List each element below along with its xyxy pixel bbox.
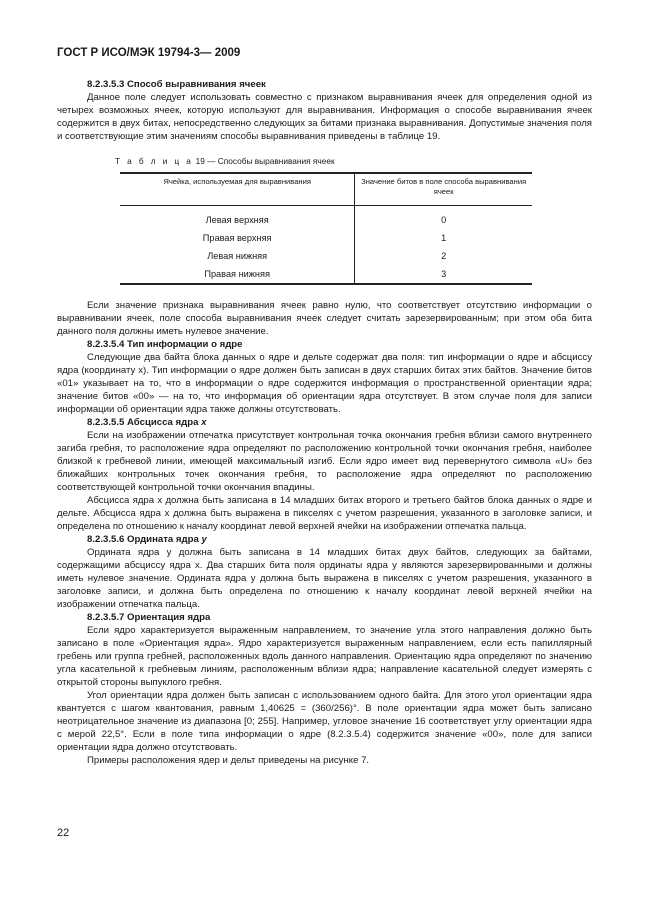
paragraph: Следующие два байта блока данных о ядре и дельте содержат два поля: тип информации о ядре и абсциссу ядра (координату x). Тип информации о ядре должен быть записан в двух старших битах этих байтов. Значение битов «01» указывает на то, что в информации о ядре содержится информация о пространственной ориентации ядра; значение битов «00» — на то, что информация об ориентации ядра отсутствует. В этом случае поля для записи информации об ориентации ядра также должны отсутствовать. — [57, 352, 592, 415]
paragraph: Абсцисса ядра x должна быть записана в 14 младших битах второго и третьего байтов блока данных о ядре и дельте. Абсцисса ядра x должна быть выражена в пикселях с учетом разрешения, указанного в заголовке записи, и определена по отношению к началу координат левой верхней ячейки на изображении отпечатка пальца. — [57, 495, 592, 532]
section-heading-variable: x — [201, 417, 207, 428]
paragraph: Ордината ядра y должна быть записана в 14 младших битах двух байтов, следующих за байтами, содержащими абсциссу ядра x. Два старших бита поля ординаты ядра y являются зарезервированными и должны иметь нулевое значение. Ордината ядра y должна быть выражена в пикселях с учетом разрешения, указанного в заголовке записи, и должна быть определена по отношению к началу координат левой верхней ячейки на изображении отпечатка пальца. — [57, 547, 592, 610]
table-caption-text: 19 — Способы выравнивания ячеек — [195, 156, 335, 166]
paragraph: Примеры расположения ядер и дельт приведены на рисунке 7. — [87, 755, 370, 766]
table-cell-value: 2 — [355, 247, 532, 265]
table-cell-name: Правая верхняя — [202, 233, 272, 243]
page-number: 22 — [57, 827, 70, 839]
table-header-value: Значение битов в поле способа выравнивания ячеек — [355, 173, 532, 206]
table-row — [120, 229, 532, 247]
section-heading — [57, 533, 592, 546]
table-cell-name: Правая нижняя — [120, 265, 355, 284]
table-cell-value: 1 — [355, 229, 532, 247]
paragraph: Если значение признака выравнивания ячеек равно нулю, что соответствует отсутствию информации о выравнивании ячеек, поле способа выравнивания ячеек следует считать зарезервированным; при этом оба бита данного поля должны иметь нулевое значение. — [57, 300, 592, 337]
table-header-cell: Ячейка, используемая для выравнивания — [120, 173, 355, 206]
table-cell-name: Левая нижняя — [207, 251, 268, 261]
section-heading: 8.2.3.5.4 Тип информации о ядре — [87, 339, 243, 350]
paragraph: Угол ориентации ядра должен быть записан с использованием одного байта. Для этого угол ориентации ядра квантуется с шагом квантования, равным 1,40625 = (360/256)°. В поле ориентации ядра может быть записано неотрицательное значение из диапазона [0; 255]. Например, угловое значение 16 соответствует углу ориентации ядра с мерой 22,5°. Если в поле типа информации о ядре (8.2.3.5.4) содержится значение «00», поле для записи ориентации ядра должно отсутствовать. — [57, 690, 592, 753]
table-caption-label: Т а б л и ц а — [115, 156, 194, 166]
section-heading — [57, 416, 592, 429]
document-header: ГОСТ Р ИСО/МЭК 19794-3— 2009 — [57, 47, 241, 59]
paragraph: Если на изображении отпечатка присутствует контрольная точка окончания гребня вблизи самого внутреннего загиба гребня, то расположение ядра определяют по расположению контрольной точки окончания гребня, наиболее близкой к гребневой линии, имеющей максимальный изгиб. Если ядро имеет вид перевернутого символа «U» без ближайших контрольных точек окончания гребня, то расположение ядра определяют по расположению соответствующей контрольной точки окончания впадины. — [57, 430, 592, 493]
table-row — [120, 247, 532, 265]
section-heading: 8.2.3.5.7 Ориентация ядра — [87, 612, 211, 623]
table-cell-name: Левая верхняя — [205, 215, 269, 225]
table-caption — [115, 155, 592, 168]
page-content — [57, 78, 592, 767]
table-row — [120, 265, 532, 284]
section-heading-text: 8.2.3.5.6 Ордината ядра — [87, 534, 202, 545]
paragraph: Если ядро характеризуется выраженным направлением, то значение угла этого направления должно быть записано в поле «Ориентация ядра». Ядро характеризуется выраженным направлением, если есть папиллярный гребень или группа гребней, расположенных вдоль данного направления. Ориентацию ядра определяют по значению угла касательной к гребневым линиям, расположенным вблизи ядра; направление касательной следует измерять с открытой стороны выпуклого гребня. — [57, 625, 592, 688]
table-cell-value: 3 — [355, 265, 532, 284]
table-row — [120, 211, 532, 229]
alignment-table — [120, 172, 532, 285]
section-heading: 8.2.3.5.3 Способ выравнивания ячеек — [87, 79, 266, 90]
section-heading-text: 8.2.3.5.5 Абсцисса ядра — [87, 417, 202, 428]
section-heading-variable: y — [201, 534, 207, 545]
table-cell-value: 0 — [355, 211, 532, 229]
paragraph: Данное поле следует использовать совместно с признаком выравнивания ячеек для определения одной из четырех возможных ячеек, которую используют для выравнивания. Информация о способе выравнивания ячеек содержится в двух битах, непосредственно следующих за битами признака выравнивания. Допустимые значения поля и соответствующие этим значениям способы выравнивания приведены в таблице 19. — [57, 92, 592, 142]
